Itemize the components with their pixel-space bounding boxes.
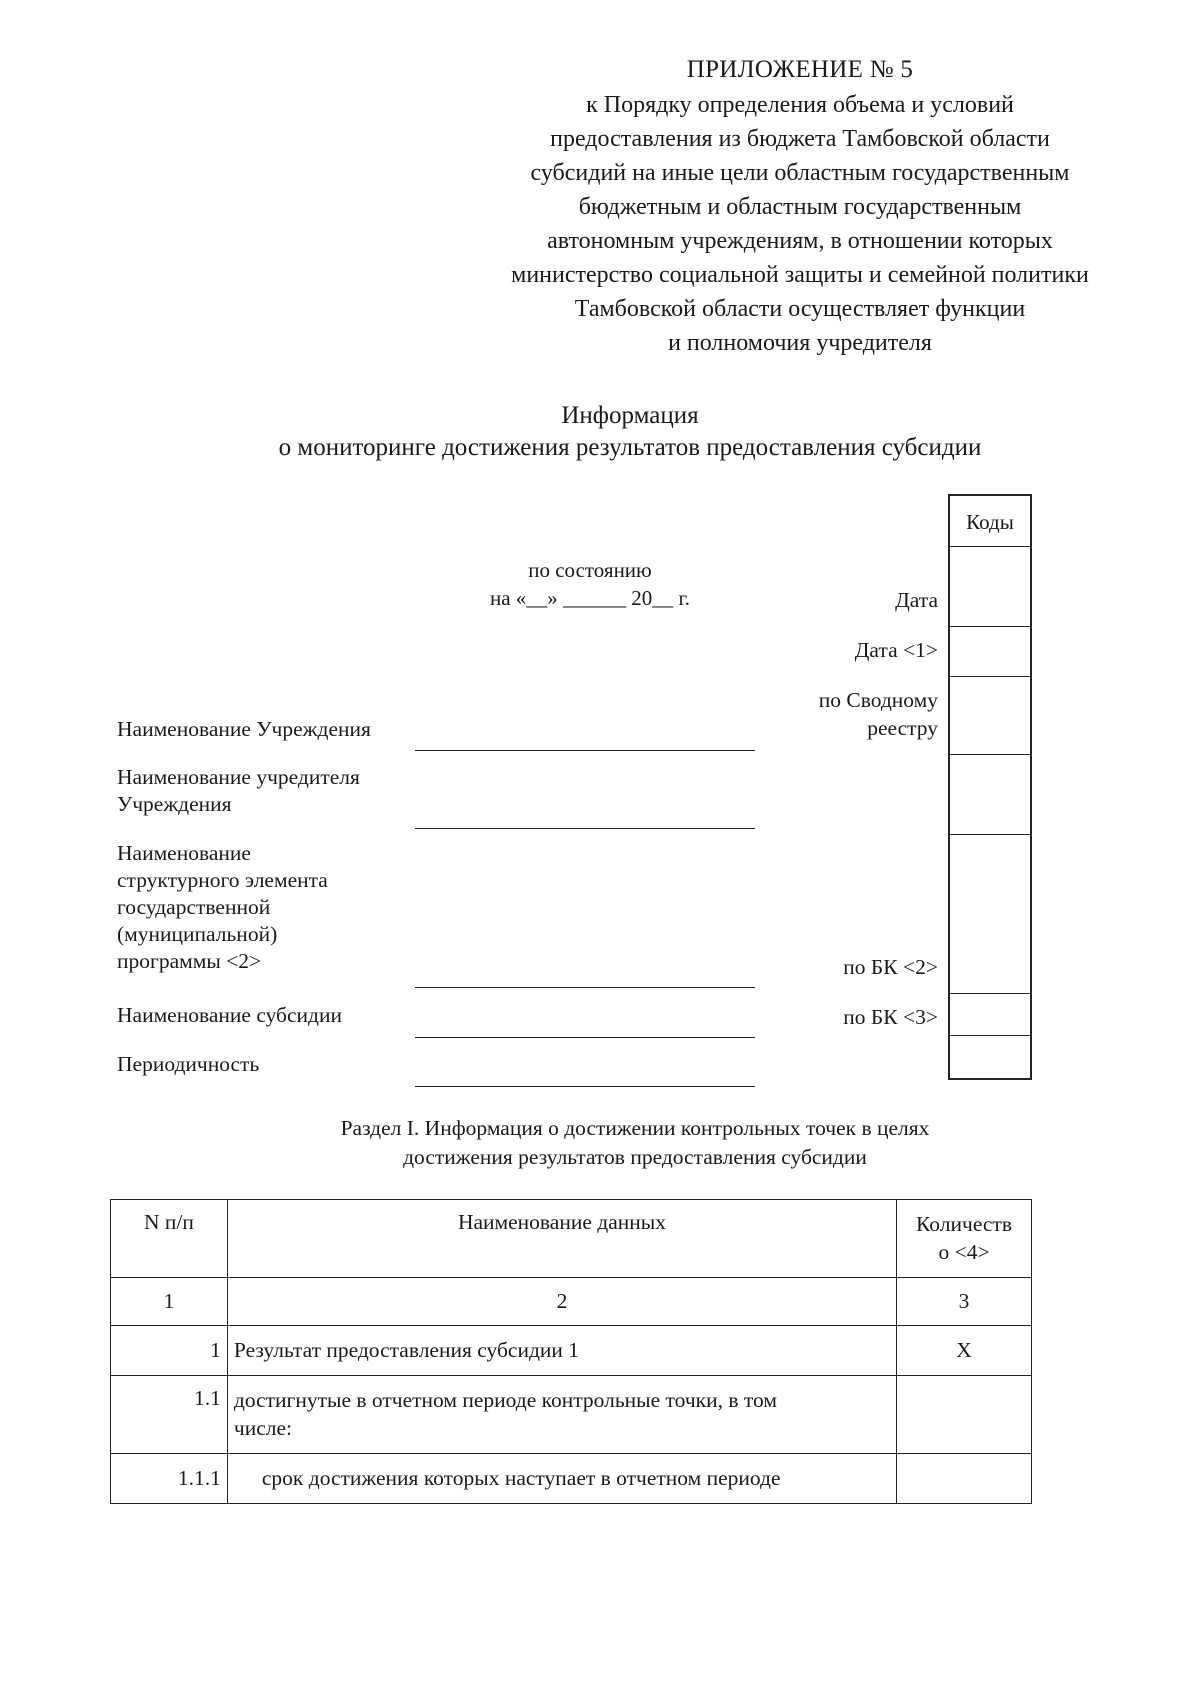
row-name: Результат предоставления субсидии 1 bbox=[227, 1326, 896, 1376]
appendix-line: субсидий на иные цели областным государственным bbox=[530, 160, 1070, 186]
title-main: Информация bbox=[561, 402, 699, 429]
row-name-line: числе: bbox=[233, 1416, 292, 1440]
field-line-periodicity bbox=[415, 1086, 755, 1087]
numbering-cell: 3 bbox=[897, 1278, 1032, 1326]
row-name bbox=[227, 1376, 896, 1454]
code-label-bk2: по БК <2> bbox=[843, 955, 938, 979]
field-label-institution: Наименование Учреждения bbox=[117, 717, 371, 741]
codes-divider bbox=[950, 676, 1030, 677]
codes-divider bbox=[950, 834, 1030, 835]
appendix-line: министерство социальной защиты и семейной политики bbox=[511, 262, 1089, 288]
section-title-line: Раздел I. Информация о достижении контрольных точек в целях bbox=[340, 1116, 930, 1140]
title-subtitle: о мониторинге достижения результатов предоставления субсидии bbox=[278, 434, 982, 461]
header-qty-line: Количеств bbox=[916, 1212, 1012, 1236]
code-label-registry bbox=[819, 686, 938, 742]
appendix-title: ПРИЛОЖЕНИЕ № 5 bbox=[686, 56, 914, 83]
row-qty: X bbox=[897, 1326, 1032, 1376]
codes-header: Коды bbox=[966, 510, 1014, 534]
as-of-date-blank: на «__» ______ 20__ г. bbox=[489, 586, 691, 610]
program-line: Наименование bbox=[117, 841, 251, 865]
table-numbering-row bbox=[111, 1278, 1032, 1326]
table-row bbox=[111, 1326, 1032, 1376]
control-points-table bbox=[110, 1199, 1032, 1504]
appendix-line: к Порядку определения объема и условий bbox=[586, 92, 1014, 118]
field-line-subsidy bbox=[415, 1037, 755, 1038]
appendix-line: автономным учреждениям, в отношении которых bbox=[547, 228, 1053, 254]
codes-divider bbox=[950, 1035, 1030, 1036]
row-name-line: достигнутые в отчетном периоде контрольные точки, в том bbox=[233, 1388, 777, 1412]
program-line: программы <2> bbox=[117, 949, 262, 973]
row-name: срок достижения которых наступает в отчетном периоде bbox=[227, 1454, 896, 1504]
table-row bbox=[111, 1454, 1032, 1504]
codes-divider bbox=[950, 993, 1030, 994]
founder-line: Наименование учредителя bbox=[117, 765, 360, 789]
registry-line: по Сводному bbox=[818, 688, 938, 712]
code-label-bk3: по БК <3> bbox=[843, 1005, 938, 1029]
appendix-line: бюджетным и областным государственным bbox=[578, 194, 1022, 220]
row-num: 1.1 bbox=[111, 1376, 228, 1454]
code-label-date1: Дата <1> bbox=[854, 638, 938, 662]
header-qty bbox=[897, 1200, 1032, 1278]
field-line-institution bbox=[415, 750, 755, 751]
program-line: структурного элемента bbox=[117, 868, 328, 892]
codes-box bbox=[948, 494, 1032, 1080]
as-of-date bbox=[440, 556, 740, 612]
section-title bbox=[260, 1114, 1010, 1172]
section-title-line: достижения результатов предоставления субсидии bbox=[403, 1145, 867, 1169]
codes-divider bbox=[950, 626, 1030, 627]
field-line-founder bbox=[415, 828, 755, 829]
field-label-founder bbox=[117, 764, 360, 818]
header-num: N п/п bbox=[111, 1200, 228, 1278]
numbering-cell: 1 bbox=[111, 1278, 228, 1326]
document-title bbox=[200, 400, 1060, 464]
as-of-label: по состоянию bbox=[528, 558, 652, 582]
program-line: (муниципальной) bbox=[117, 922, 278, 946]
appendix-line: предоставления из бюджета Тамбовской области bbox=[550, 126, 1050, 152]
founder-line: Учреждения bbox=[117, 792, 232, 816]
header-name: Наименование данных bbox=[227, 1200, 896, 1278]
appendix-header bbox=[455, 52, 1145, 360]
code-label-date: Дата bbox=[895, 588, 938, 612]
row-qty bbox=[897, 1454, 1032, 1504]
codes-divider bbox=[950, 754, 1030, 755]
registry-line: реестру bbox=[867, 716, 938, 740]
field-label-subsidy: Наименование субсидии bbox=[117, 1003, 342, 1027]
field-label-program bbox=[117, 840, 328, 975]
header-qty-line: о <4> bbox=[938, 1240, 990, 1264]
numbering-cell: 2 bbox=[227, 1278, 896, 1326]
program-line: государственной bbox=[117, 895, 271, 919]
table-row bbox=[111, 1376, 1032, 1454]
field-label-periodicity: Периодичность bbox=[117, 1052, 260, 1076]
field-line-program bbox=[415, 987, 755, 988]
codes-divider bbox=[950, 546, 1030, 547]
table-header-row bbox=[111, 1200, 1032, 1278]
row-num: 1 bbox=[111, 1326, 228, 1376]
row-qty bbox=[897, 1376, 1032, 1454]
appendix-line: и полномочия учредителя bbox=[668, 330, 932, 356]
appendix-line: Тамбовской области осуществляет функции bbox=[574, 296, 1026, 322]
row-num: 1.1.1 bbox=[111, 1454, 228, 1504]
